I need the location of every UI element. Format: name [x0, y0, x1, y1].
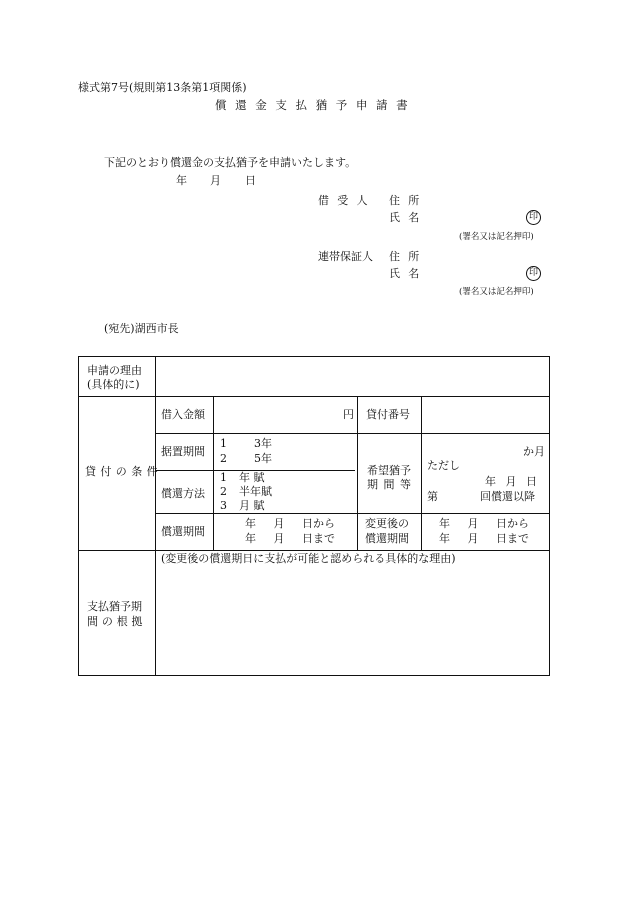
- changed-period-label: 変更後の: [365, 517, 409, 530]
- deferral-option-1: 3年: [254, 437, 272, 450]
- deferral-option-2: 5年: [254, 452, 272, 465]
- reason-label-sub: (具体的に): [87, 378, 140, 391]
- date-month: 月: [210, 174, 221, 187]
- reason-label: 申請の理由: [87, 364, 142, 377]
- deferral-period-label: 据置期間: [161, 445, 205, 458]
- repay-option-1: 年 賦: [239, 471, 265, 484]
- repay-option-3-num: 3: [220, 499, 227, 512]
- yen-unit: 円: [343, 408, 354, 421]
- repay-period-to: 年 月 日まで: [245, 532, 335, 545]
- borrower-seal-icon: 印: [526, 210, 541, 225]
- desired-period-label-sub: 期間等: [367, 478, 417, 491]
- repay-option-2-num: 2: [220, 485, 227, 498]
- intro-text: 下記のとおり償還金の支払猶予を申請いたします。: [104, 156, 357, 169]
- repay-option-1-num: 1: [220, 471, 227, 484]
- basis-label: 支払猶予期: [87, 600, 142, 613]
- borrower-label: 借受人: [318, 194, 376, 207]
- guarantor-seal-icon: 印: [526, 266, 541, 281]
- installment-prefix: 第: [427, 490, 438, 503]
- borrower-signature-note: (署名又は記名押印): [459, 232, 534, 242]
- basis-note: (変更後の償還期日に支払が可能と認められる具体的な理由): [161, 552, 456, 565]
- reason-field[interactable]: [156, 357, 549, 396]
- form-title: 償還金支払猶予申請書: [215, 98, 417, 112]
- basis-field[interactable]: [156, 567, 549, 675]
- loan-conditions-label: 貸付の条件: [85, 465, 162, 478]
- deferral-option-2-num: 2: [220, 452, 227, 465]
- repay-method-label: 償還方法: [161, 487, 205, 500]
- guarantor-address-label: 住所: [389, 250, 428, 263]
- changed-period-from: 年 月 日から: [439, 517, 529, 530]
- loan-amount-field[interactable]: [214, 397, 357, 433]
- addressee: (宛先)湖西市長: [104, 322, 179, 335]
- borrower-address-label: 住所: [389, 194, 428, 207]
- repay-period-label: 償還期間: [161, 525, 205, 538]
- loan-amount-label: 借入金額: [161, 408, 205, 421]
- borrower-name-label: 氏名: [389, 211, 428, 224]
- guarantor-signature-note: (署名又は記名押印): [459, 287, 534, 297]
- loan-number-label: 貸付番号: [366, 408, 410, 421]
- date-year: 年: [176, 174, 187, 187]
- repay-option-3: 月 賦: [239, 499, 265, 512]
- however-text: ただし: [427, 459, 460, 472]
- desired-period-field[interactable]: [422, 434, 549, 513]
- deferral-option-1-num: 1: [220, 437, 227, 450]
- form-number: 様式第7号(規則第13条第1項関係): [78, 81, 247, 94]
- repay-period-from: 年 月 日から: [245, 517, 335, 530]
- changed-period-to: 年 月 日まで: [439, 532, 529, 545]
- guarantor-name-label: 氏名: [389, 267, 428, 280]
- guarantor-label: 連帯保証人: [318, 250, 373, 263]
- desired-date: 年 月 日: [485, 475, 537, 488]
- application-table: [78, 356, 550, 676]
- desired-period-label: 希望猶予: [367, 464, 411, 477]
- basis-label-sub: 間の根拠: [87, 615, 147, 628]
- installment-suffix: 回償還以降: [480, 490, 535, 503]
- date-day: 日: [245, 174, 256, 187]
- months-unit: か月: [523, 445, 545, 458]
- repay-option-2: 半年賦: [239, 485, 272, 498]
- changed-period-label-sub: 償還期間: [365, 532, 409, 545]
- loan-number-field[interactable]: [422, 397, 549, 433]
